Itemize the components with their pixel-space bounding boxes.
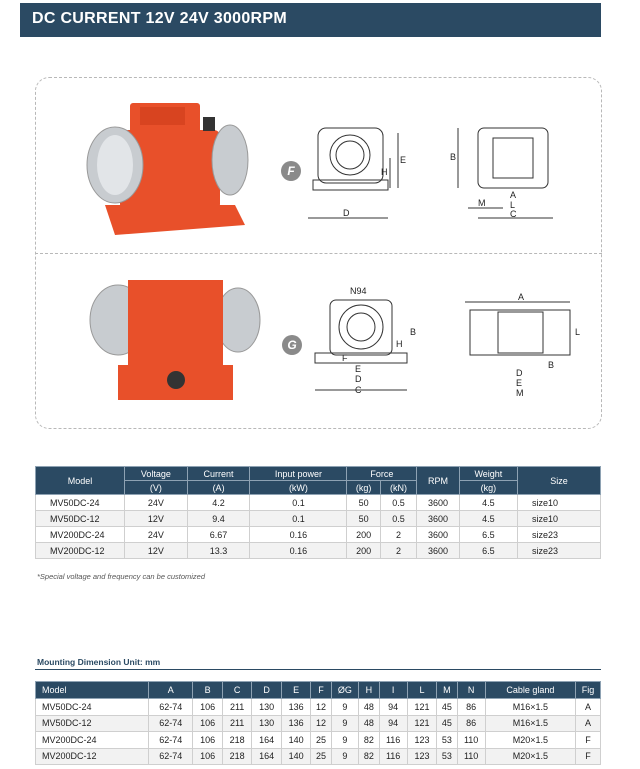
dim-cell: 48: [359, 699, 379, 716]
table-row: [36, 748, 601, 765]
cell-force_kn: 0.5: [380, 511, 416, 527]
dim-cell: 164: [252, 732, 281, 749]
dim-label-d-2: D: [355, 374, 362, 384]
dim-col-header: B: [193, 682, 222, 699]
cell-size: size10: [518, 511, 601, 527]
dim-label-d: D: [343, 208, 350, 218]
dim-label-c-2: C: [355, 385, 362, 395]
spec-table: [35, 466, 601, 559]
cell-model: MV50DC-12: [36, 511, 125, 527]
cell-force_kg: 50: [347, 495, 380, 511]
dim-label-n94: N94: [350, 286, 367, 296]
col-input-power: Input power: [250, 467, 347, 481]
dim-col-header: M: [437, 682, 457, 699]
cell-force_kn: 2: [380, 527, 416, 543]
dim-cell: 25: [311, 732, 331, 749]
cell-weight: 4.5: [459, 495, 517, 511]
dim-cell: 116: [379, 732, 407, 749]
cell-model: MV200DC-12: [36, 543, 125, 559]
col-weight: Weight: [459, 467, 517, 481]
dim-cell: 86: [457, 715, 485, 732]
dim-cell: 121: [407, 699, 436, 716]
cell-size: size23: [518, 543, 601, 559]
figure-f-top-drawing: [448, 118, 568, 228]
unit-input-power: (kW): [250, 481, 347, 495]
dim-col-header: A: [149, 682, 193, 699]
dim-cell: 164: [252, 748, 281, 765]
dim-cell: 12: [311, 699, 331, 716]
dim-cell: 140: [281, 748, 310, 765]
dim-cell: 82: [359, 748, 379, 765]
dim-cell: 48: [359, 715, 379, 732]
motor-photo-2: [88, 270, 263, 405]
dim-cell: A: [575, 715, 600, 732]
table-row: [36, 511, 601, 527]
cell-weight: 6.5: [459, 543, 517, 559]
dim-col-header: Model: [36, 682, 149, 699]
col-current: Current: [187, 467, 250, 481]
cell-force_kg: 50: [347, 511, 380, 527]
figure-divider: [35, 253, 602, 254]
cell-power: 0.1: [250, 511, 347, 527]
col-model: Model: [36, 467, 125, 495]
dim-label-b-2: B: [410, 327, 417, 337]
cell-current: 4.2: [187, 495, 250, 511]
page-title: DC CURRENT 12V 24V 3000RPM: [32, 10, 287, 27]
dim-cell: 211: [222, 715, 251, 732]
figure-badge-g: G: [282, 335, 302, 355]
dim-label-h: H: [381, 167, 388, 177]
table-row: [36, 699, 601, 716]
dim-cell: F: [575, 732, 600, 749]
unit-force-kg: (kg): [347, 481, 380, 495]
cell-size: size10: [518, 495, 601, 511]
figure-f-front-drawing: [308, 118, 418, 228]
col-rpm: RPM: [417, 467, 460, 495]
dim-cell: A: [575, 699, 600, 716]
cell-force_kg: 200: [347, 527, 380, 543]
dim-label-b-3: B: [548, 360, 555, 370]
dim-cell: 218: [222, 732, 251, 749]
dim-cell: 218: [222, 748, 251, 765]
dim-cell: 53: [437, 732, 457, 749]
dim-col-header: N: [457, 682, 485, 699]
dim-cell: MV200DC-24: [36, 732, 149, 749]
cell-force_kg: 200: [347, 543, 380, 559]
dim-label-h-2: H: [396, 339, 403, 349]
cell-power: 0.16: [250, 527, 347, 543]
cell-voltage: 12V: [125, 511, 188, 527]
dim-cell: 53: [437, 748, 457, 765]
dim-col-header: H: [359, 682, 379, 699]
cell-voltage: 24V: [125, 527, 188, 543]
col-force: Force: [347, 467, 417, 481]
dim-cell: 110: [457, 732, 485, 749]
dim-cell: 45: [437, 715, 457, 732]
dim-cell: 106: [193, 732, 222, 749]
motor-photo-1: [85, 95, 255, 240]
cell-rpm: 3600: [417, 527, 460, 543]
cell-weight: 4.5: [459, 511, 517, 527]
col-size: Size: [518, 467, 601, 495]
cell-current: 6.67: [187, 527, 250, 543]
dimension-table: [35, 681, 601, 765]
dim-cell: 136: [281, 699, 310, 716]
unit-current: (A): [187, 481, 250, 495]
dim-cell: 106: [193, 715, 222, 732]
cell-power: 0.16: [250, 543, 347, 559]
dim-col-header: L: [407, 682, 436, 699]
dim-col-header: E: [281, 682, 310, 699]
cell-force_kn: 0.5: [380, 495, 416, 511]
unit-force-kn: (kN): [380, 481, 416, 495]
dim-col-header: I: [379, 682, 407, 699]
dim-label-l: L: [510, 200, 516, 210]
dim-label-e: E: [400, 155, 407, 165]
dim-col-header: C: [222, 682, 251, 699]
table-row: [36, 732, 601, 749]
dim-cell: 62-74: [149, 715, 193, 732]
dim-cell: 9: [331, 699, 359, 716]
figure-g-front-drawing: [310, 285, 425, 400]
dim-cell: 12: [311, 715, 331, 732]
cell-voltage: 12V: [125, 543, 188, 559]
dim-label-m-2: M: [516, 388, 524, 398]
dim-cell: 211: [222, 699, 251, 716]
dim-cell: 136: [281, 715, 310, 732]
dim-cell: MV200DC-12: [36, 748, 149, 765]
cell-model: MV200DC-24: [36, 527, 125, 543]
cell-rpm: 3600: [417, 511, 460, 527]
dim-label-c: C: [510, 209, 517, 219]
cell-voltage: 24V: [125, 495, 188, 511]
dim-cell: 94: [379, 699, 407, 716]
dim-label-a-2: A: [518, 292, 525, 302]
dim-label-m: M: [478, 198, 486, 208]
table-row: [36, 527, 601, 543]
dim-col-header: D: [252, 682, 281, 699]
dim-cell: 82: [359, 732, 379, 749]
dim-cell: 116: [379, 748, 407, 765]
col-voltage: Voltage: [125, 467, 188, 481]
dim-cell: 106: [193, 748, 222, 765]
dim-label-a: A: [510, 190, 517, 200]
dim-cell: 62-74: [149, 748, 193, 765]
cell-size: size23: [518, 527, 601, 543]
dim-label-l-2: L: [575, 327, 581, 337]
unit-weight: (kg): [459, 481, 517, 495]
dim-cell: 94: [379, 715, 407, 732]
table-row: [36, 495, 601, 511]
dim-cell: 9: [331, 748, 359, 765]
cell-rpm: 3600: [417, 495, 460, 511]
dim-cell: 123: [407, 732, 436, 749]
cell-rpm: 3600: [417, 543, 460, 559]
dim-col-header: ØG: [331, 682, 359, 699]
dim-cell: 106: [193, 699, 222, 716]
dim-cell: 25: [311, 748, 331, 765]
page-header: [20, 3, 601, 37]
cell-current: 13.3: [187, 543, 250, 559]
dim-cell: MV50DC-12: [36, 715, 149, 732]
dim-cell: 130: [252, 715, 281, 732]
cell-force_kn: 2: [380, 543, 416, 559]
dim-cell: 140: [281, 732, 310, 749]
dim-cell: 130: [252, 699, 281, 716]
dim-cell: 110: [457, 748, 485, 765]
dim-cell: 62-74: [149, 699, 193, 716]
dim-cell: M20×1.5: [485, 748, 575, 765]
dim-cell: 123: [407, 748, 436, 765]
dim-label-b: B: [450, 152, 457, 162]
dim-cell: M16×1.5: [485, 699, 575, 716]
cell-model: MV50DC-24: [36, 495, 125, 511]
table-row: [36, 715, 601, 732]
dim-cell: 86: [457, 699, 485, 716]
dim-label-e-2: E: [355, 364, 362, 374]
figure-g-top-drawing: [460, 290, 585, 400]
custom-note: *Special voltage and frequency can be customized: [37, 572, 206, 581]
dim-cell: 9: [331, 715, 359, 732]
dimension-rule: [35, 669, 601, 670]
dim-cell: 62-74: [149, 732, 193, 749]
dim-label-f: F: [342, 353, 348, 363]
dim-cell: 121: [407, 715, 436, 732]
dim-cell: 9: [331, 732, 359, 749]
dim-cell: MV50DC-24: [36, 699, 149, 716]
dim-cell: 45: [437, 699, 457, 716]
figure-badge-f: F: [281, 161, 301, 181]
dim-cell: M20×1.5: [485, 732, 575, 749]
cell-current: 9.4: [187, 511, 250, 527]
cell-weight: 6.5: [459, 527, 517, 543]
dim-label-e-3: E: [516, 378, 523, 388]
cell-power: 0.1: [250, 495, 347, 511]
unit-voltage: (V): [125, 481, 188, 495]
dim-col-header: Fig: [575, 682, 600, 699]
dim-col-header: Cable gland: [485, 682, 575, 699]
dim-label-d-3: D: [516, 368, 523, 378]
table-row: [36, 543, 601, 559]
dim-cell: F: [575, 748, 600, 765]
dimension-title: Mounting Dimension Unit: mm: [37, 657, 161, 667]
dim-col-header: F: [311, 682, 331, 699]
dim-cell: M16×1.5: [485, 715, 575, 732]
